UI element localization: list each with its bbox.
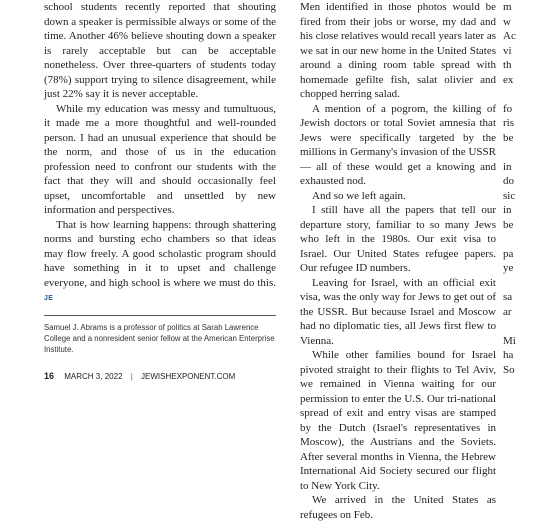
clipped-line: ex bbox=[503, 73, 514, 86]
article-column-left bbox=[44, 0, 276, 355]
article-column-right bbox=[300, 0, 496, 522]
clipped-line: m bbox=[503, 1, 512, 13]
clipped-line bbox=[503, 87, 543, 102]
site-url: JEWISHEXPONENT.COM bbox=[141, 372, 236, 381]
clipped-line bbox=[503, 319, 543, 334]
paragraph: Leaving for Israel, with an official exit visa, was the only way for Jews to get out of the USSR. But because Israel and Moscow had no diplomatic ties, all Jews first flew to Vienna. bbox=[300, 276, 496, 347]
footer-separator: | bbox=[130, 372, 133, 381]
article-column-clipped bbox=[503, 0, 543, 377]
clipped-line: sic bbox=[503, 189, 516, 202]
paragraph: Men identified in those photos would be fired from their jobs or worse, my dad and his close relatives would recall years later as we sat in our new home in the United States around a dining room table spread with homemade gefilte fish, salat olivier and chopped herring salad. bbox=[300, 1, 496, 100]
paragraph: While my education was messy and tumultuous, it made me a more thoughtful and well-rounded person. I had an unusual experience that should be the norm, and those of us in the education profession need to confront our students with the fact that they will and should occasionally feel upset, uncomfortable and unsettled by new information and perspectives. bbox=[44, 102, 276, 216]
paragraph: While other families bound for Israel pivoted straight to their flights to Tel Aviv, we remained in Vienna waiting for our permission to enter the U.S. Our tri-national spread of exit and entry visas are stamped by the Dutch (Israel's representatives in Moscow), the Austrians and the Soviets. After several months in Vienna, the Hebrew International Aid Society secured our flight to New York City. bbox=[300, 349, 496, 492]
clipped-line: sa bbox=[503, 291, 513, 303]
bio-divider bbox=[44, 315, 276, 316]
clipped-line: Ac bbox=[503, 30, 516, 42]
paragraph: I still have all the papers that tell our departure story, familiar to so many Jews who left in the 1980s. Our exit visa to Israel. Our United States refugee papers. Our refugee ID numbers. bbox=[300, 204, 496, 274]
clipped-line bbox=[503, 232, 543, 247]
paragraph-last bbox=[44, 218, 276, 307]
end-mark-icon: JE bbox=[44, 295, 54, 302]
clipped-line: ye bbox=[503, 262, 514, 274]
clipped-line: So bbox=[503, 363, 515, 376]
paragraph-text: That is how learning happens: through shattering norms and bursting echo chambers so that ideas may flow freely. A good scholastic program should have something in it to upset and challenge everyone, and high school is where we must do this. bbox=[44, 218, 276, 289]
paragraph: We arrived in the United States as refugees on Feb. bbox=[300, 494, 496, 521]
clipped-line: in bbox=[503, 204, 512, 216]
issue-date: MARCH 3, 2022 bbox=[64, 372, 123, 381]
clipped-line: be bbox=[503, 218, 514, 231]
page-footer bbox=[44, 371, 235, 381]
paragraph: school students recently reported that shouting down a speaker is permissible always or some of the time. Another 46% believe shouting down a speaker is rarely acceptable but can be acceptable nonetheless. Over three-quarters of students today (78%) support trying to silence disagreement, while just 22% say it is never acceptable. bbox=[44, 1, 276, 100]
clipped-line: w bbox=[503, 15, 511, 28]
clipped-line: fo bbox=[503, 102, 513, 115]
clipped-line: pa bbox=[503, 247, 514, 260]
clipped-line: do bbox=[503, 175, 514, 187]
clipped-line: ha bbox=[503, 349, 514, 361]
clipped-line: Mi bbox=[503, 334, 516, 347]
clipped-line: vi bbox=[503, 44, 512, 57]
author-bio: Samuel J. Abrams is a professor of politics at Sarah Lawrence College and a nonresident senior fellow at the American Enterprise Institute. bbox=[44, 322, 275, 354]
clipped-line: ar bbox=[503, 305, 512, 318]
clipped-line: in bbox=[503, 160, 512, 173]
paragraph: A mention of a pogrom, the killing of Jewish doctors or total Soviet amnesia that Jews were specifically targeted by the millions in Germany's invasion of the USSR — all of these would get a knowing and exhausted nod. bbox=[300, 102, 496, 187]
clipped-line bbox=[503, 145, 543, 160]
clipped-line: ris bbox=[503, 117, 514, 129]
page-number: 16 bbox=[44, 371, 55, 381]
clipped-line bbox=[503, 276, 543, 291]
clipped-line: th bbox=[503, 59, 512, 71]
clipped-line: be bbox=[503, 131, 514, 144]
paragraph: And so we left again. bbox=[312, 189, 406, 202]
